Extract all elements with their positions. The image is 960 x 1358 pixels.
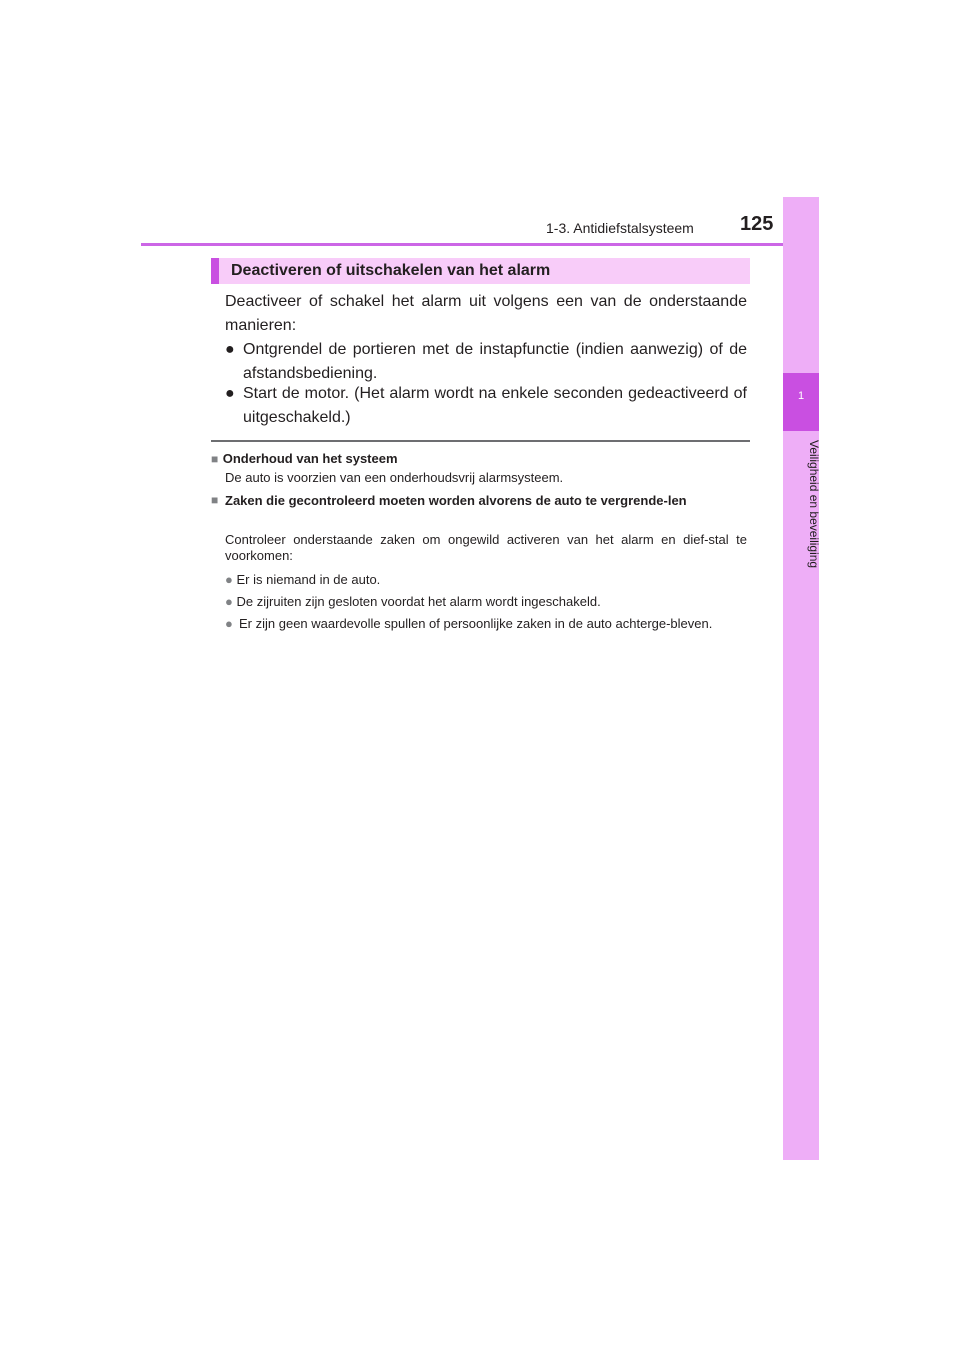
chapter-side-tab-active — [783, 373, 819, 431]
chapter-label: Veiligheid en beveiliging — [807, 440, 821, 569]
bullet-icon: ● — [225, 572, 233, 587]
list-item — [225, 338, 747, 386]
divider — [211, 440, 750, 442]
list-item — [225, 616, 747, 632]
section-heading-text: Deactiveren of uitschakelen van het alarm — [231, 262, 551, 279]
square-bullet-icon: ■ — [211, 452, 219, 466]
page-number: 125 — [740, 213, 774, 235]
list-item — [225, 382, 747, 430]
note-title: Onderhoud van het systeem — [222, 451, 398, 466]
chapter-side-tab — [783, 197, 819, 1160]
list-item-text: Er is niemand in de auto. — [236, 572, 381, 587]
bullet-icon: ● — [225, 616, 233, 631]
chapter-number: 1 — [797, 390, 805, 402]
bullet-icon: ● — [225, 341, 235, 358]
square-bullet-icon: ■ — [211, 493, 219, 507]
list-item — [225, 572, 747, 588]
note-title: Zaken die gecontroleerd moeten worden alvorens de auto te vergrende-len — [225, 493, 687, 508]
section-heading — [211, 258, 750, 284]
header-rule — [141, 243, 819, 246]
list-item-text: Start de motor. (Het alarm wordt na enkele seconden gedeactiveerd of uitgeschakeld.) — [243, 385, 747, 426]
bullet-icon: ● — [225, 594, 233, 609]
list-item-text: De zijruiten zijn gesloten voordat het alarm wordt ingeschakeld. — [236, 594, 601, 609]
note-text: Controleer onderstaande zaken om ongewild activeren van het alarm en dief-stal te voorkomen: — [225, 532, 747, 563]
section-intro: Deactiveer of schakel het alarm uit volgens een van de onderstaande manieren: — [225, 293, 747, 334]
note-block — [211, 492, 750, 509]
note-block — [211, 450, 750, 468]
list-item-text: Er zijn geen waardevolle spullen of persoonlijke zaken in de auto achterge-bleven. — [239, 616, 713, 631]
list-item-text: Ontgrendel de portieren met de instapfunctie (indien aanwezig) of de afstandsbediening. — [243, 341, 747, 382]
section-title: 1-3. Antidiefstalsysteem — [546, 220, 694, 236]
bullet-icon: ● — [225, 385, 235, 402]
list-item — [225, 594, 747, 610]
note-text: De auto is voorzien van een onderhoudsvrij alarmsysteem. — [225, 470, 564, 485]
